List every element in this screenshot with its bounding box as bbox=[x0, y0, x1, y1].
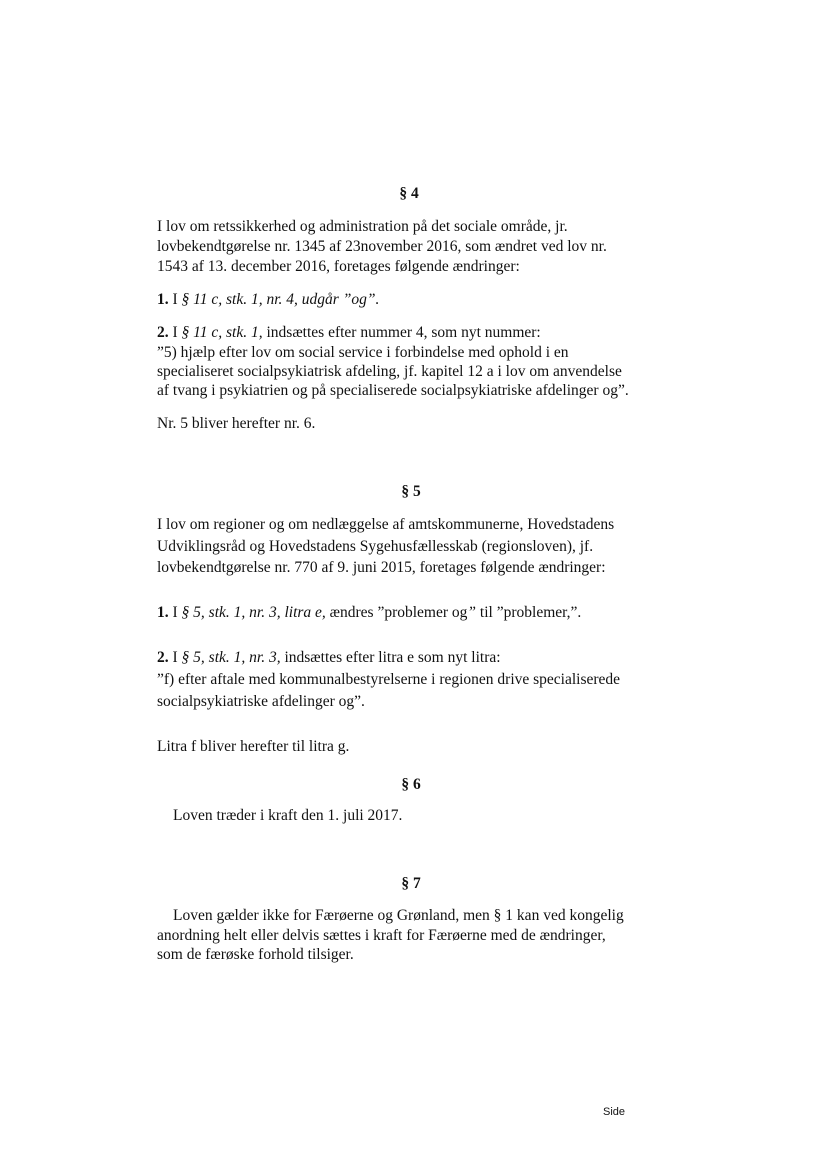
item-quote-mark: ” bbox=[467, 604, 477, 621]
section-5-intro-line-2: Udviklingsråd og Hovedstadens Sygehusfællesskab (regionsloven), jf. bbox=[157, 538, 594, 555]
section-5-intro-line-1: I lov om regioner og om nedlæggelse af amtskommunerne, Hovedstadens bbox=[157, 516, 615, 533]
item-prefix: I bbox=[168, 649, 182, 666]
item-text: indsættes efter nummer 4, som nyt nummer: bbox=[262, 324, 541, 341]
item-number: 1. bbox=[157, 604, 169, 621]
item-text: indsættes efter litra e som nyt litra: bbox=[280, 649, 501, 666]
section-5-intro-line-3: lovbekendtgørelse nr. 770 af 9. juni 2015, foretages følgende ændringer: bbox=[157, 559, 606, 576]
section-5-item-1 bbox=[157, 603, 581, 623]
section-7-line-3: som de færøske forhold tilsiger. bbox=[157, 946, 354, 963]
item-text-end: til ”problemer,”. bbox=[476, 604, 582, 621]
item-number: 2. bbox=[157, 324, 169, 341]
section-5-item-2-line-1: ”f) efter aftale med kommunalbestyrelserne i regionen drive specialiserede bbox=[157, 671, 621, 688]
section-4-intro-line-3: 1543 af 13. december 2016, foretages følgende ændringer: bbox=[157, 258, 520, 275]
section-5-item-2 bbox=[157, 648, 501, 668]
section-4-item-2 bbox=[157, 323, 541, 343]
section-5-item-2-line-2: socialpsykiatriske afdelinger og”. bbox=[157, 693, 365, 710]
section-4-heading: § 4 bbox=[399, 185, 419, 202]
page-footer-label: Side bbox=[603, 1106, 626, 1118]
item-number: 2. bbox=[157, 649, 169, 666]
item-prefix: I bbox=[168, 324, 182, 341]
section-4-closing: Nr. 5 bliver herefter nr. 6. bbox=[157, 415, 316, 432]
item-reference: § 11 c, stk. 1, nr. 4, udgår ”og”. bbox=[181, 291, 380, 308]
item-prefix: I bbox=[168, 604, 182, 621]
item-reference: § 11 c, stk. 1, bbox=[181, 324, 263, 341]
section-4-item-2-line-1: ”5) hjælp efter lov om social service i forbindelse med ophold i en bbox=[157, 344, 569, 361]
item-text: ændres ”problemer og bbox=[325, 604, 468, 621]
section-5-heading: § 5 bbox=[401, 483, 421, 500]
section-7-line-2: anordning helt eller delvis sættes i kraft for Færøerne med de ændringer, bbox=[157, 927, 606, 944]
section-4-item-2-line-2: specialiseret socialpsykiatrisk afdeling, jf. kapitel 12 a i lov om anvendelse bbox=[157, 363, 622, 380]
section-6-heading: § 6 bbox=[401, 776, 421, 793]
item-prefix: I bbox=[168, 291, 182, 308]
section-4-item-1 bbox=[157, 290, 379, 310]
item-reference: § 5, stk. 1, nr. 3, litra e, bbox=[181, 604, 326, 621]
item-reference: § 5, stk. 1, nr. 3, bbox=[181, 649, 281, 666]
section-4-item-2-line-3: af tvang i psykiatrien og på specialiserede socialpsykiatriske afdelinger og”. bbox=[157, 382, 629, 399]
section-5-closing: Litra f bliver herefter til litra g. bbox=[157, 738, 350, 755]
section-7-heading: § 7 bbox=[401, 875, 421, 892]
section-4-intro-line-1: I lov om retssikkerhed og administration på det sociale område, jr. bbox=[157, 218, 568, 235]
section-4-intro-line-2: lovbekendtgørelse nr. 1345 af 23november 2016, som ændret ved lov nr. bbox=[157, 238, 607, 255]
section-6-text: Loven træder i kraft den 1. juli 2017. bbox=[173, 807, 403, 824]
section-7-line-1: Loven gælder ikke for Færøerne og Grønland, men § 1 kan ved kongelig bbox=[173, 907, 624, 924]
item-number: 1. bbox=[157, 291, 169, 308]
